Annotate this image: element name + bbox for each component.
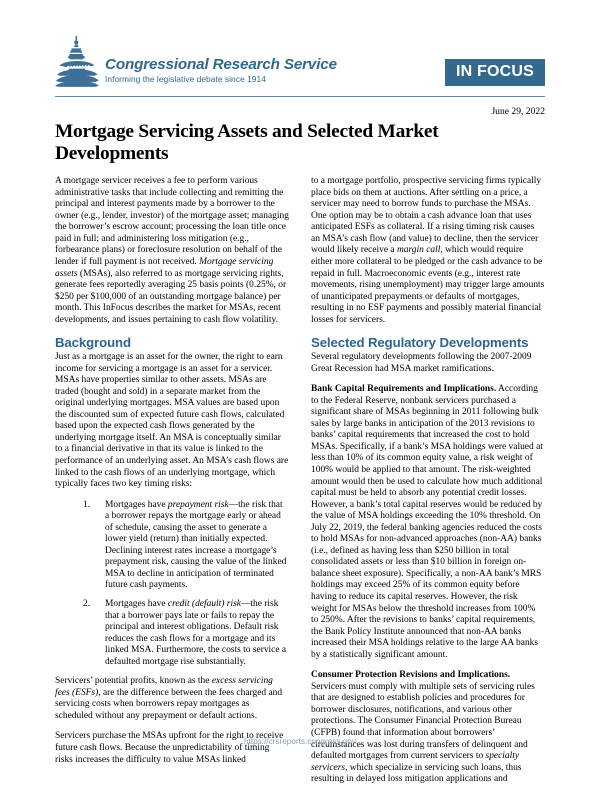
purchase-paragraph: Servicers purchase the MSAs upfront for the right to receive future cash flows. Because the unpredictability of timing risks increases the difficulty to value MSAs linked — [55, 731, 284, 765]
risk-text-a: Mortgages have — [105, 499, 168, 510]
section-heading-background: Background — [55, 335, 131, 351]
risk-text-b: —the risk that a borrower pays late or fails to repay the principal and interest obligations. Default risk reduces the cash flows for a mortgage and its linked MSA. Furthermore, the costs to service a defaulted mortgage rise substantially. — [105, 599, 287, 667]
publication-date: June 29, 2022 — [491, 106, 545, 117]
risk-emphasis: prepayment risk — [167, 499, 229, 510]
bank-capital-paragraph — [311, 384, 545, 661]
regulatory-intro-paragraph: Several regulatory developments following the 2007-2009 Great Recession had MSA market ramifications. — [311, 352, 532, 374]
bank-capital-body: According to the Federal Reserve, nonbank servicers purchased a significant share of MSAs beginning in 2011 following bulk sales by large banks in anticipation of the 2013 revisions to banks’ capital requirements that increased the cost to hold MSAs. Specifically, if a bank’s MSA holdings were valued at less than 10% of its common equity value, a risk weight of 100% would be applied to that amount. The risk-weighted amount would then be used to calculate how much additional capital must be held to absorb any potential credit losses. However, a bank’s total capital reserves would be reduced by the value of MSA holdings exceeding the 10% threshold. On July 22, 2019, the federal banking agencies reduced the costs to hold MSAs for non-advanced approaches (non-AA) banks (i.e., defined as having less than $250 billion in total consolidated assets or less than $10 billion in foreign on-balance sheet exposure). Specifically, a non-AA bank’s MRS holdings may exceed 25% of its common equity before having to reduce its capital reserves. However, the risk weight for MSAs below the threshold increases from 100% to 250%. After the revisions to banks’ capital requirements, the Bank Policy Institute announced that non-AA banks increased their MSA holdings relative to the large AA banks by a statistically significant amount. — [311, 384, 543, 660]
brand-tagline: Informing the legislative debate since 1914 — [105, 74, 266, 85]
footer — [0, 731, 600, 749]
crs-brand — [55, 36, 337, 88]
brand-name: Congressional Research Service — [105, 56, 337, 74]
body-columns — [55, 176, 545, 786]
intro-emphasis: Mortgage servicing assets — [55, 256, 274, 279]
esf-emphasis: excess servicing fees (ESFs) — [55, 676, 273, 698]
consumer-protection-paragraph — [311, 670, 545, 785]
masthead — [55, 0, 545, 88]
list-item — [83, 599, 289, 668]
risk-text-b: —the risk that a borrower repays the mortgage early or ahead of schedule, causing the asset to generate a lower yield (return) than initially expected. Declining interest rates increase a mortgage’s prepayment risk, causing the value of the linked MSA to decline in anticipation of terminated future cash payments. — [105, 499, 287, 591]
crs-reports-url[interactable]: https://crsreports.congress.gov — [244, 737, 356, 746]
risk-text-a: Mortgages have — [105, 599, 168, 610]
list-item — [83, 500, 289, 592]
consumer-text-a: Servicers must comply with multiple sets of servicing rules that are designed to establish policies and procedures for borrower disclosures, notifications, and various other protections. The Consumer Financial Protection Bureau (CFPB) found that information about borrowers’ circumstances was lost during transfers of delinquent and defaulted mortgages from current servicers to — [311, 681, 535, 762]
bank-capital-runin-heading: Bank Capital Requirements and Implications. — [311, 384, 497, 395]
intro-text-a: A mortgage servicer receives a fee to perform various administrative tasks that include collecting and remitting the principal and interest payments made by a borrower to the owner (e.g., lender, investor) of the mortgage asset; managing the borrower’s escrow account; processing the loan title once paid in full; and administering loss mitigation (e.g., forbearance plans) or foreclosure resolution on behalf of the lender if full payment is not received. — [55, 176, 289, 267]
capitol-dome-icon — [55, 36, 99, 88]
specialty-servicers-emphasis: specialty servicers — [311, 751, 520, 773]
continued-text-a: to a mortgage portfolio, prospective servicing firms typically place bids on them at auctions. After settling on a price, a servicer may need to borrow funds to purchase the MSAs. One option may be to obtain a cash advance loan that uses anticipated ESFs as collateral. If a rising timing risk causes an MSA’s cash flow (and value) to decline, then the servicer would likely receive a — [311, 176, 542, 256]
section-heading-regulatory-developments: Selected Regulatory Developments — [311, 335, 529, 351]
brand-text — [105, 57, 337, 88]
esf-text-a: Servicers’ potential profits, known as the — [55, 676, 212, 687]
intro-paragraph — [55, 176, 289, 326]
consumer-text-b: , which specialize in servicing such loans, thus resulting in delayed loss mitigation applications and — [311, 762, 522, 785]
excess-servicing-fees-paragraph — [55, 676, 289, 722]
risk-emphasis: credit (default) risk — [167, 599, 241, 610]
intro-text-b: (MSAs), also referred to as mortgage servicing rights, generate fees reportedly averaging 25 basis points (0.25%, or $250 per $100,000 of an outstanding mortgage balance) per month. This InFocus describes the market for MSAs, recent developments, and issues pertaining to cash flow volatility. — [55, 268, 287, 325]
header-divider — [55, 96, 545, 97]
margin-call-emphasis: margin call — [396, 245, 441, 256]
continued-text-b: , which would require either more collateral to be pledged or the cash advance to be repaid in full. Macroeconomic events (e.g., interest rate movements, rising unemployment) may trigger large amounts of unanticipated prepayments or defaults of mortgages, resulting in no ESF payments and possibly material financial losses for servicers. — [311, 245, 545, 325]
left-column — [55, 176, 289, 786]
timing-risks-list — [55, 500, 289, 669]
continued-paragraph — [311, 176, 545, 326]
background-paragraph: Just as a mortgage is an asset for the owner, the right to earn income for servicing a mortgage is an asset for a servicer. MSAs have properties similar to other assets. MSAs are traded (bought and sold) in a separate market from the original underlying mortgages. MSA values are based upon the discounted sum of expected future cash flows, calculated based upon the expected cash flows generated by the underlying mortgage itself. An MSA is conceptually similar to a financial derivative in that its value is linked to the performance of an underlying asset. An MSA’s cash flows are linked to the cash flows of an underlying mortgage, which typically faces two key timing risks: — [55, 352, 289, 490]
page-title: Mortgage Servicing Assets and Selected Market Developments — [55, 120, 439, 164]
consumer-protection-runin-heading: Consumer Protection Revisions and Implications. — [311, 670, 511, 681]
esf-text-b: , are the difference between the fees charged and servicing costs when borrowers repay mortgages as scheduled without any prepayment or default actions. — [55, 687, 283, 721]
right-column — [311, 176, 545, 786]
in-focus-badge: IN FOCUS — [445, 59, 545, 86]
